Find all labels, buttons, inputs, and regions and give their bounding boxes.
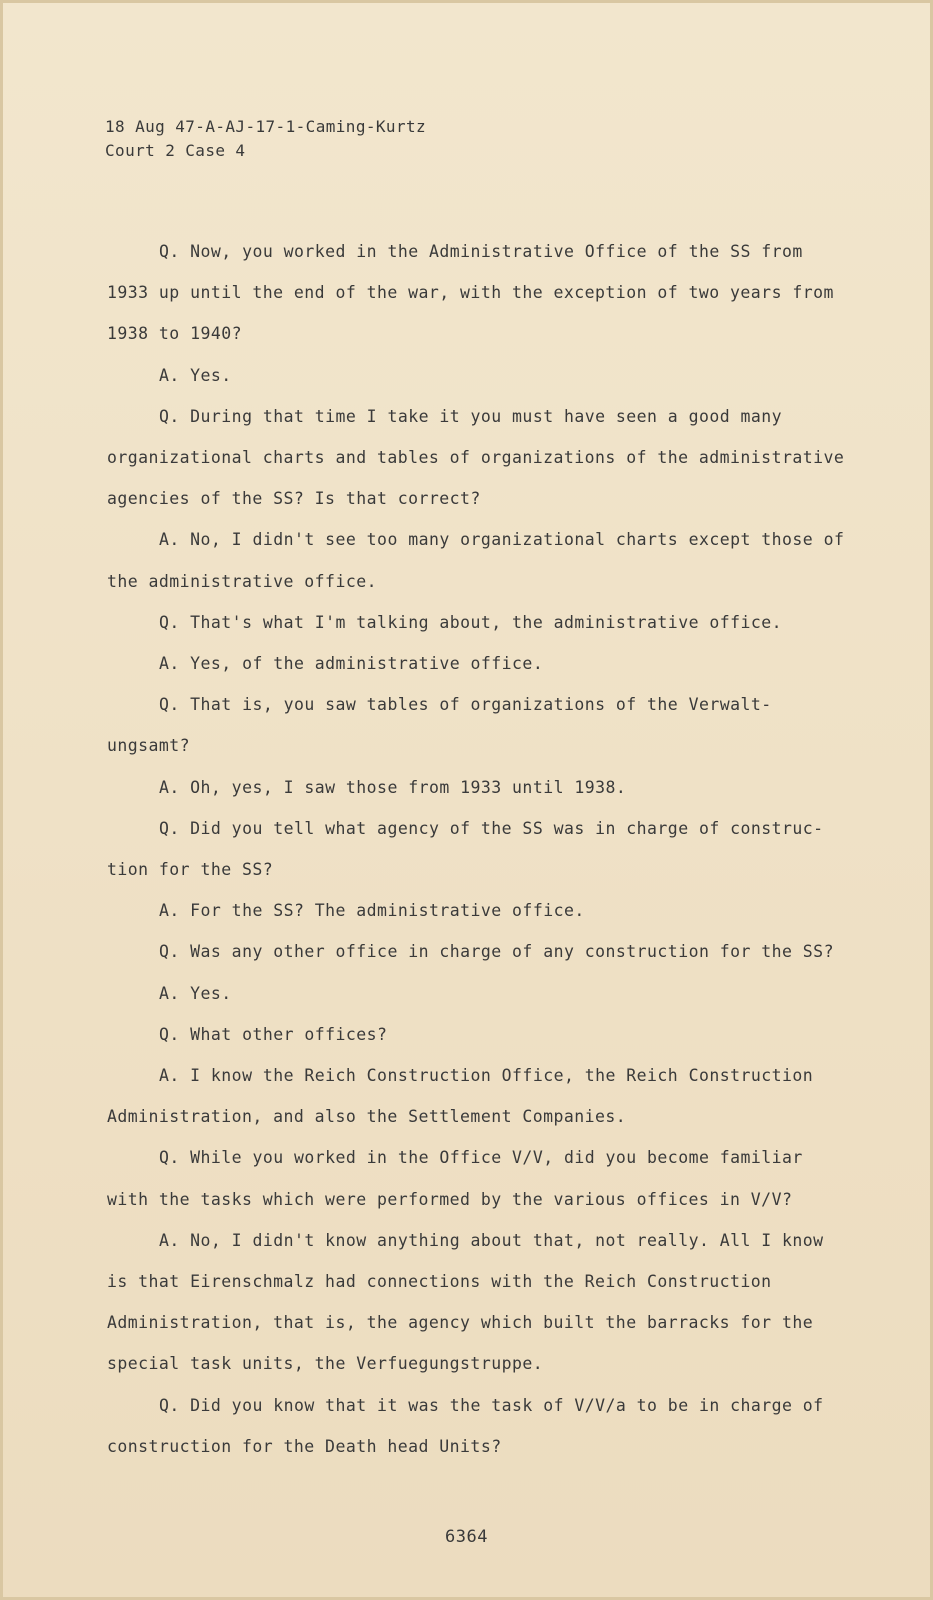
transcript-body <box>107 231 847 1467</box>
transcript-paragraph: Q. Did you know that it was the task of V/V/a to be in charge of construction for the Death head Units? <box>107 1395 824 1456</box>
header-reference-line: 18 Aug 47-A-AJ-17-1-Caming-Kurtz <box>105 117 427 136</box>
transcript-paragraph: Q. Was any other office in charge of any construction for the SS? <box>159 942 834 962</box>
transcript-paragraph: A. Oh, yes, I saw those from 1933 until 1938. <box>159 777 627 797</box>
transcript-paragraph: A. No, I didn't know anything about that, not really. All I know is that Eirenschmalz had connections with the Reich Construction Administration, that is, the agency which built the barracks for the special task units, the Verfuegungstruppe. <box>107 1230 824 1374</box>
transcript-paragraph: Q. Now, you worked in the Administrative Office of the SS from 1933 up until the end of the war, with the exception of two years from 1938 to 1940? <box>107 242 834 344</box>
transcript-paragraph: Q. What other offices? <box>159 1024 388 1044</box>
transcript-paragraph: A. Yes, of the administrative office. <box>159 654 544 674</box>
page-number: 6364 <box>445 1527 488 1547</box>
transcript-paragraph: A. I know the Reich Construction Office, the Reich Construction Administration, and also the Settlement Companies. <box>107 1066 814 1127</box>
transcript-paragraph: Q. That is, you saw tables of organizations of the Verwalt-ungsamt? <box>107 695 772 756</box>
transcript-paragraph: A. For the SS? The administrative office. <box>159 901 585 921</box>
transcript-paragraph: A. No, I didn't see too many organizational charts except those of the administrative office. <box>107 530 845 591</box>
transcript-paragraph: Q. Did you tell what agency of the SS was in charge of construc-tion for the SS? <box>107 818 824 880</box>
transcript-paragraph: A. Yes. <box>159 365 232 385</box>
transcript-paragraph: A. Yes. <box>159 983 232 1003</box>
header-court-line: Court 2 Case 4 <box>105 141 246 160</box>
document-header <box>105 115 426 163</box>
transcript-paragraph: Q. While you worked in the Office V/V, did you become familiar with the tasks which were performed by the various offices in V/V? <box>107 1148 803 1209</box>
transcript-paragraph: Q. That's what I'm talking about, the administrative office. <box>159 612 783 632</box>
transcript-paragraph: Q. During that time I take it you must have seen a good many organizational charts and tables of organizations of the administrative agencies of the SS? Is that correct? <box>107 406 845 509</box>
